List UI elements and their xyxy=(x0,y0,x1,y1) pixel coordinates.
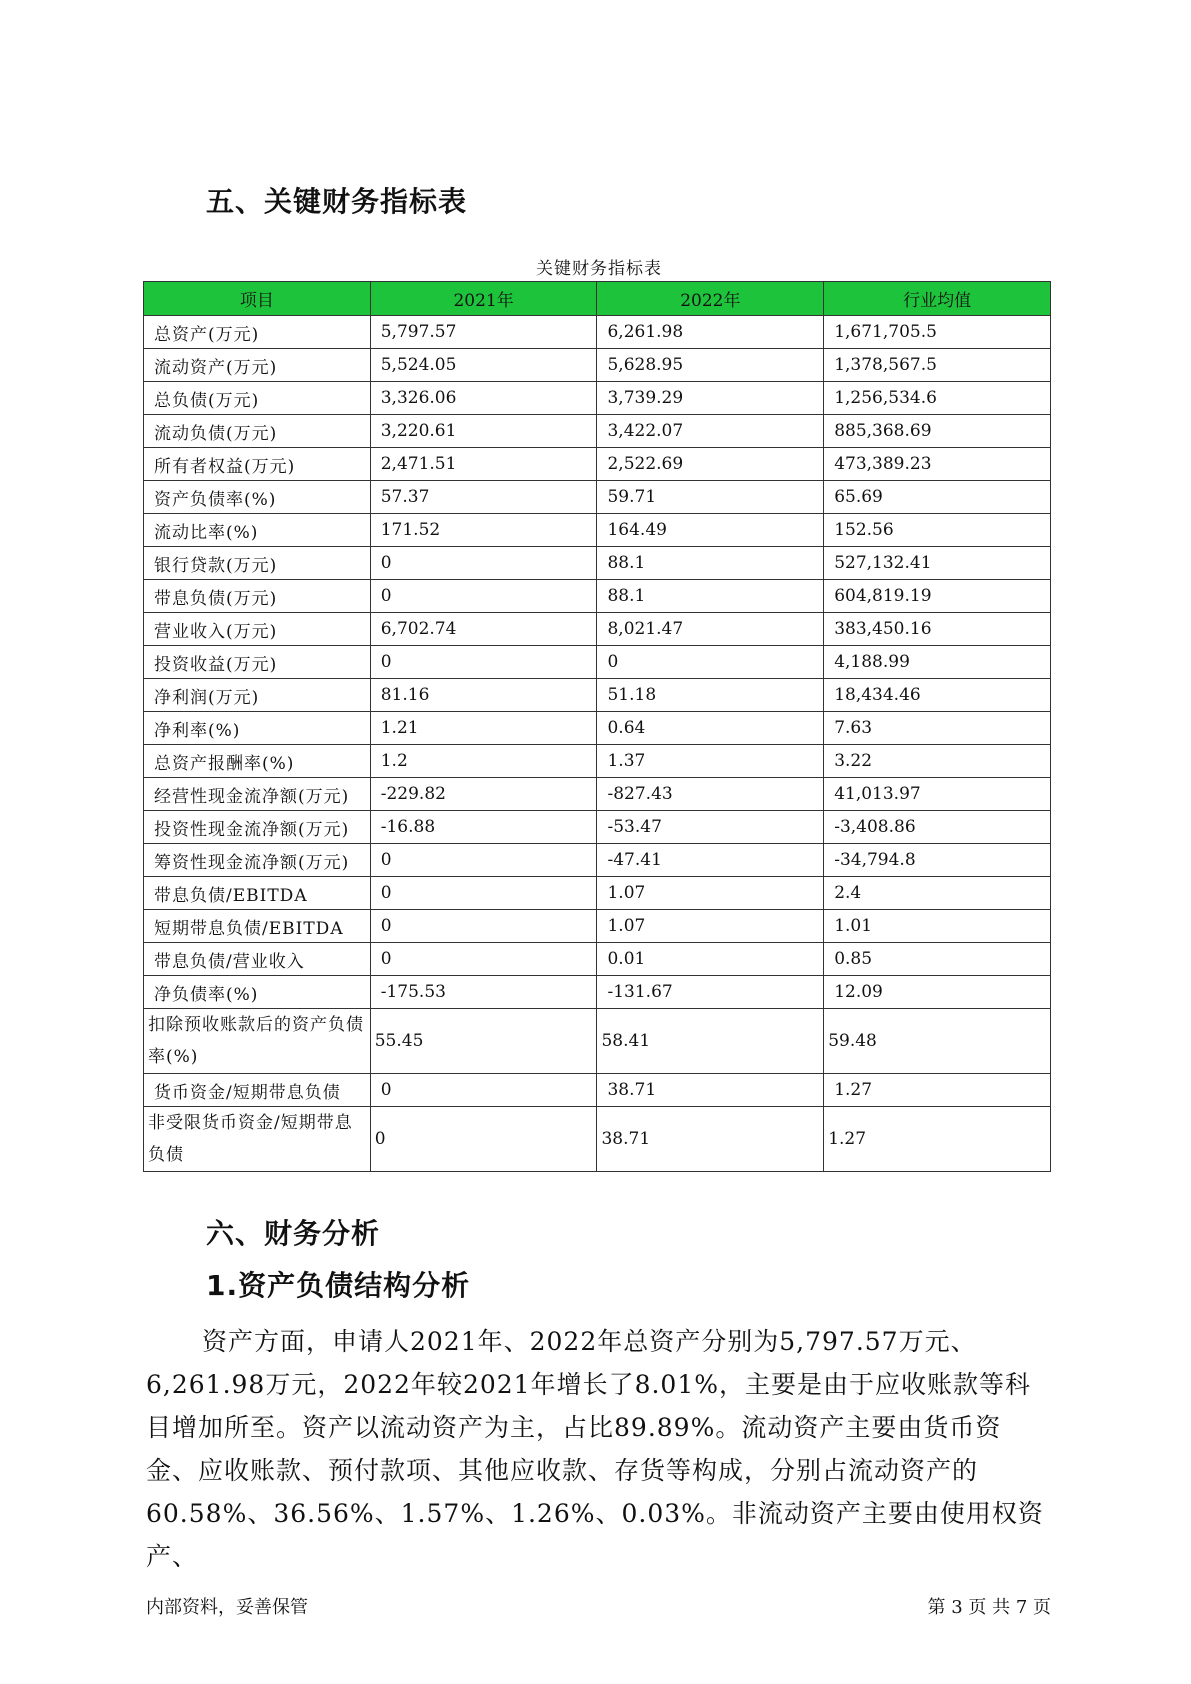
analysis-paragraph: 资产方面，申请人2021年、2022年总资产分别为5,797.57万元、6,261.98万元，2022年较2021年增长了8.01%，主要是由于应收账款等科目增加所至。资产以流动资产为主，占比89.89%。流动资产主要由货币资金、应收账款、预付款项、其他应收款、存货等构成，分别占流动资产的60.58%、36.56%、1.57%、1.26%、0.03%。非流动资产主要由使用权资产、 xyxy=(146,1327,1044,1571)
cell-value: 3,739.29 xyxy=(597,382,824,415)
cell-value: 81.16 xyxy=(370,679,597,712)
cell-value: 383,450.16 xyxy=(824,613,1051,646)
cell-value: 152.56 xyxy=(824,514,1051,547)
cell-value: 18,434.46 xyxy=(824,679,1051,712)
cell-value: 0 xyxy=(597,646,824,679)
column-header: 2021年 xyxy=(370,282,597,316)
cell-value: 1.37 xyxy=(597,745,824,778)
table-row xyxy=(144,679,1051,712)
table-row xyxy=(144,877,1051,910)
row-label: 投资性现金流净额(万元) xyxy=(144,811,371,844)
column-header: 项目 xyxy=(144,282,371,316)
cell-value: 59.71 xyxy=(597,481,824,514)
cell-value: 2,522.69 xyxy=(597,448,824,481)
row-label: 总资产报酬率(%) xyxy=(144,745,371,778)
column-header: 行业均值 xyxy=(824,282,1051,316)
column-header: 2022年 xyxy=(597,282,824,316)
row-label: 营业收入(万元) xyxy=(144,613,371,646)
table-row xyxy=(144,382,1051,415)
cell-value: 0 xyxy=(370,1074,597,1107)
row-label: 总资产(万元) xyxy=(144,316,371,349)
cell-value: 3,422.07 xyxy=(597,415,824,448)
cell-value: -16.88 xyxy=(370,811,597,844)
section-title: 五、关键财务指标表 xyxy=(206,185,468,218)
cell-value: 55.45 xyxy=(370,1009,597,1074)
footer-confidential-note: 内部资料，妥善保管 xyxy=(146,1597,308,1618)
cell-value: 3,326.06 xyxy=(370,382,597,415)
table-row xyxy=(144,1074,1051,1107)
table-row xyxy=(144,547,1051,580)
cell-value: 57.37 xyxy=(370,481,597,514)
financial-indicators-table xyxy=(143,281,1051,1172)
cell-value: 2.4 xyxy=(824,877,1051,910)
table-caption: 关键财务指标表 xyxy=(536,259,662,279)
row-label: 带息负债/营业收入 xyxy=(144,943,371,976)
row-label: 短期带息负债/EBITDA xyxy=(144,910,371,943)
cell-value: -34,794.8 xyxy=(824,844,1051,877)
table-row xyxy=(144,613,1051,646)
row-label: 净利率(%) xyxy=(144,712,371,745)
table-row xyxy=(144,481,1051,514)
cell-value: 0 xyxy=(370,844,597,877)
cell-value: 88.1 xyxy=(597,547,824,580)
cell-value: 1.27 xyxy=(824,1107,1051,1172)
table-row xyxy=(144,316,1051,349)
cell-value: 0.85 xyxy=(824,943,1051,976)
table-row xyxy=(144,1009,1051,1074)
row-label: 经营性现金流净额(万元) xyxy=(144,778,371,811)
cell-value: 51.18 xyxy=(597,679,824,712)
row-label: 净利润(万元) xyxy=(144,679,371,712)
cell-value: 88.1 xyxy=(597,580,824,613)
cell-value: 1,378,567.5 xyxy=(824,349,1051,382)
cell-value: -53.47 xyxy=(597,811,824,844)
row-label: 筹资性现金流净额(万元) xyxy=(144,844,371,877)
row-label: 扣除预收账款后的资产负债率(%) xyxy=(144,1009,371,1074)
row-label: 流动资产(万元) xyxy=(144,349,371,382)
cell-value: 3.22 xyxy=(824,745,1051,778)
cell-value: 5,797.57 xyxy=(370,316,597,349)
table-header-row xyxy=(144,282,1051,316)
page-number: 第 3 页 共 7 页 xyxy=(927,1597,1051,1618)
cell-value: 0 xyxy=(370,943,597,976)
cell-value: -229.82 xyxy=(370,778,597,811)
table-row xyxy=(144,712,1051,745)
cell-value: 6,702.74 xyxy=(370,613,597,646)
table-row xyxy=(144,646,1051,679)
cell-value: 885,368.69 xyxy=(824,415,1051,448)
table-row xyxy=(144,745,1051,778)
cell-value: 0.01 xyxy=(597,943,824,976)
cell-value: -827.43 xyxy=(597,778,824,811)
cell-value: 38.71 xyxy=(597,1107,824,1172)
cell-value: 2,471.51 xyxy=(370,448,597,481)
cell-value: -47.41 xyxy=(597,844,824,877)
cell-value: -3,408.86 xyxy=(824,811,1051,844)
cell-value: 5,524.05 xyxy=(370,349,597,382)
cell-value: -175.53 xyxy=(370,976,597,1009)
cell-value: 1.21 xyxy=(370,712,597,745)
table-row xyxy=(144,448,1051,481)
cell-value: 0 xyxy=(370,547,597,580)
cell-value: 1.07 xyxy=(597,877,824,910)
cell-value: 1.27 xyxy=(824,1074,1051,1107)
cell-value: 12.09 xyxy=(824,976,1051,1009)
row-label: 总负债(万元) xyxy=(144,382,371,415)
table-row xyxy=(144,349,1051,382)
cell-value: 59.48 xyxy=(824,1009,1051,1074)
row-label: 非受限货币资金/短期带息负债 xyxy=(144,1107,371,1172)
row-label: 流动比率(%) xyxy=(144,514,371,547)
cell-value: 473,389.23 xyxy=(824,448,1051,481)
table-row xyxy=(144,811,1051,844)
cell-value: 1,671,705.5 xyxy=(824,316,1051,349)
cell-value: 38.71 xyxy=(597,1074,824,1107)
row-label: 投资收益(万元) xyxy=(144,646,371,679)
table-row xyxy=(144,514,1051,547)
cell-value: 4,188.99 xyxy=(824,646,1051,679)
cell-value: 1.07 xyxy=(597,910,824,943)
cell-value: 41,013.97 xyxy=(824,778,1051,811)
cell-value: 6,261.98 xyxy=(597,316,824,349)
table-row xyxy=(144,910,1051,943)
row-label: 净负债率(%) xyxy=(144,976,371,1009)
table-row xyxy=(144,976,1051,1009)
row-label: 流动负债(万元) xyxy=(144,415,371,448)
cell-value: 0 xyxy=(370,877,597,910)
table-row xyxy=(144,943,1051,976)
row-label: 所有者权益(万元) xyxy=(144,448,371,481)
cell-value: 171.52 xyxy=(370,514,597,547)
row-label: 货币资金/短期带息负债 xyxy=(144,1074,371,1107)
cell-value: 58.41 xyxy=(597,1009,824,1074)
cell-value: 0 xyxy=(370,580,597,613)
cell-value: 8,021.47 xyxy=(597,613,824,646)
section-title: 六、财务分析 xyxy=(206,1217,381,1250)
cell-value: 1.01 xyxy=(824,910,1051,943)
table-row xyxy=(144,415,1051,448)
cell-value: 0 xyxy=(370,1107,597,1172)
table-row xyxy=(144,1107,1051,1172)
cell-value: 5,628.95 xyxy=(597,349,824,382)
cell-value: 3,220.61 xyxy=(370,415,597,448)
row-label: 银行贷款(万元) xyxy=(144,547,371,580)
cell-value: 65.69 xyxy=(824,481,1051,514)
table-row xyxy=(144,778,1051,811)
cell-value: 1.2 xyxy=(370,745,597,778)
cell-value: 7.63 xyxy=(824,712,1051,745)
cell-value: 164.49 xyxy=(597,514,824,547)
subsection-title: 1.资产负债结构分析 xyxy=(206,1269,471,1302)
cell-value: 0 xyxy=(370,646,597,679)
cell-value: 527,132.41 xyxy=(824,547,1051,580)
cell-value: 1,256,534.6 xyxy=(824,382,1051,415)
table-row xyxy=(144,580,1051,613)
cell-value: 0.64 xyxy=(597,712,824,745)
cell-value: -131.67 xyxy=(597,976,824,1009)
cell-value: 604,819.19 xyxy=(824,580,1051,613)
row-label: 带息负债(万元) xyxy=(144,580,371,613)
row-label: 带息负债/EBITDA xyxy=(144,877,371,910)
table-row xyxy=(144,844,1051,877)
row-label: 资产负债率(%) xyxy=(144,481,371,514)
cell-value: 0 xyxy=(370,910,597,943)
